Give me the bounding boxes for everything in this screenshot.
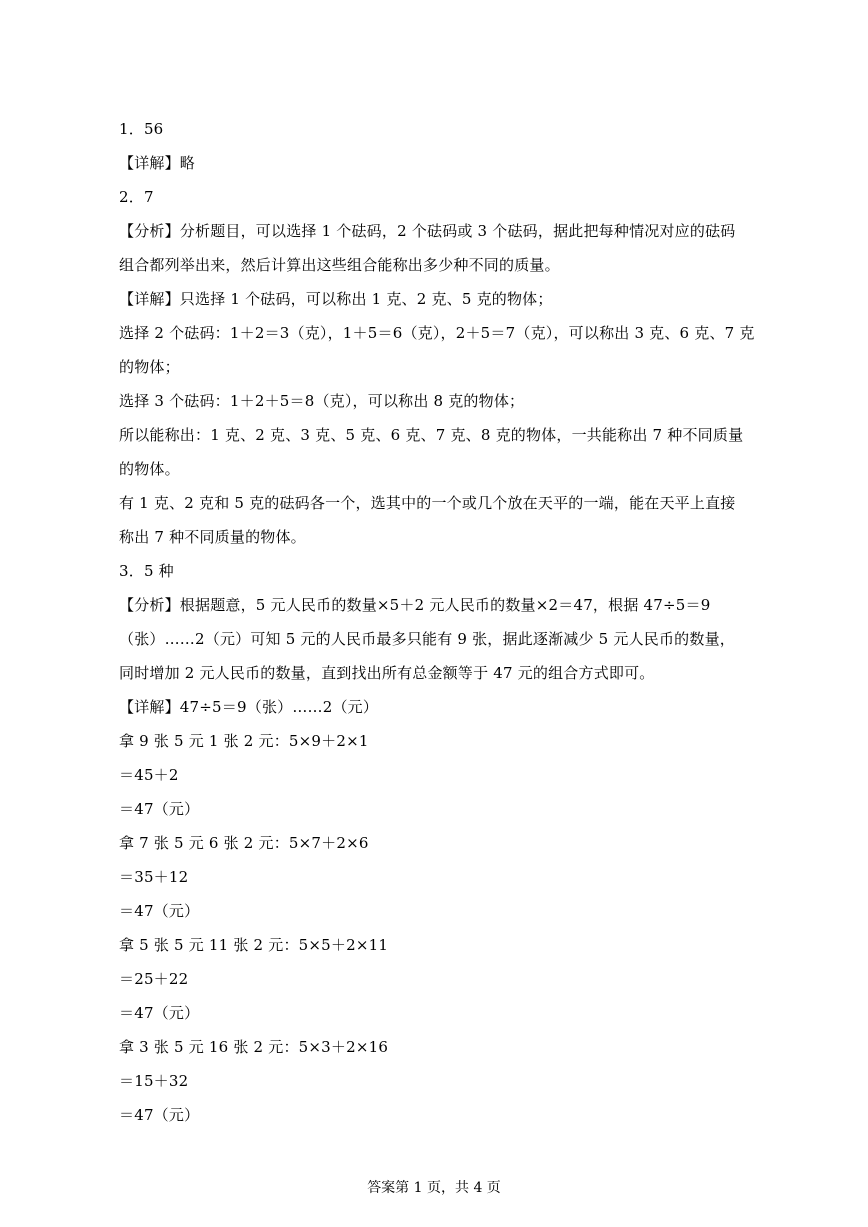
detail-line: 的物体； <box>119 358 180 376</box>
detail-line: 所以能称出：1 克、2 克、3 克、5 克、6 克、7 克、8 克的物体，一共能称出 7 种不同质量 <box>119 426 744 444</box>
calc-line: ＝45＋2 <box>119 766 179 784</box>
page-footer: 答案第 1 页，共 4 页 <box>367 1180 501 1196</box>
calc-line: ＝47（元） <box>119 902 200 920</box>
detail-line: 选择 3 个砝码：1＋2＋5＝8（克），可以称出 8 克的物体； <box>119 392 525 410</box>
calc-line: 拿 3 张 5 元 16 张 2 元：5×3＋2×16 <box>119 1038 389 1056</box>
calc-line: ＝25＋22 <box>119 970 189 988</box>
answer-content <box>119 112 759 1132</box>
detail-line: 选择 2 个砝码：1＋2＝3（克），1＋5＝6（克），2＋5＝7（克），可以称出 3 克、6 克、7 克 <box>119 324 755 342</box>
answer-number-1: 1．56 <box>119 120 164 138</box>
calc-line: ＝35＋12 <box>119 868 189 886</box>
answer-number-3: 3．5 种 <box>119 562 174 580</box>
calc-line: ＝47（元） <box>119 1106 200 1124</box>
calc-line: ＝47（元） <box>119 800 200 818</box>
calc-line: 拿 9 张 5 元 1 张 2 元：5×9＋2×1 <box>119 732 369 750</box>
calc-line: 拿 5 张 5 元 11 张 2 元：5×5＋2×11 <box>119 936 389 954</box>
analysis-line: 【分析】根据题意，5 元人民币的数量×5＋2 元人民币的数量×2＝47，根据 47÷5＝9 <box>119 596 711 614</box>
analysis-line: 【分析】分析题目，可以选择 1 个砝码，2 个砝码或 3 个砝码，据此把每种情况对应的砝码 <box>119 222 736 240</box>
calc-line: 拿 7 张 5 元 6 张 2 元：5×7＋2×6 <box>119 834 369 852</box>
answer-number-2: 2．7 <box>119 188 154 206</box>
analysis-line: 同时增加 2 元人民币的数量，直到找出所有总金额等于 47 元的组合方式即可。 <box>119 664 655 682</box>
detail-line: 【详解】47÷5＝9（张）……2（元） <box>119 698 379 716</box>
analysis-line: （张）……2（元）可知 5 元的人民币最多只能有 9 张，据此逐渐减少 5 元人民币的数量， <box>119 630 735 648</box>
analysis-line: 组合都列举出来，然后计算出这些组合能称出多少种不同的质量。 <box>119 256 560 274</box>
detail-line: 有 1 克、2 克和 5 克的砝码各一个，选其中的一个或几个放在天平的一端，能在天平上直接 <box>119 494 736 512</box>
detail-line: 称出 7 种不同质量的物体。 <box>119 528 306 546</box>
calc-line: ＝47（元） <box>119 1004 200 1022</box>
calc-line: ＝15＋32 <box>119 1072 189 1090</box>
detail-line: 的物体。 <box>119 460 180 478</box>
detail-line: 【详解】略 <box>119 154 196 172</box>
detail-line: 【详解】只选择 1 个砝码，可以称出 1 克、2 克、5 克的物体； <box>119 290 553 308</box>
